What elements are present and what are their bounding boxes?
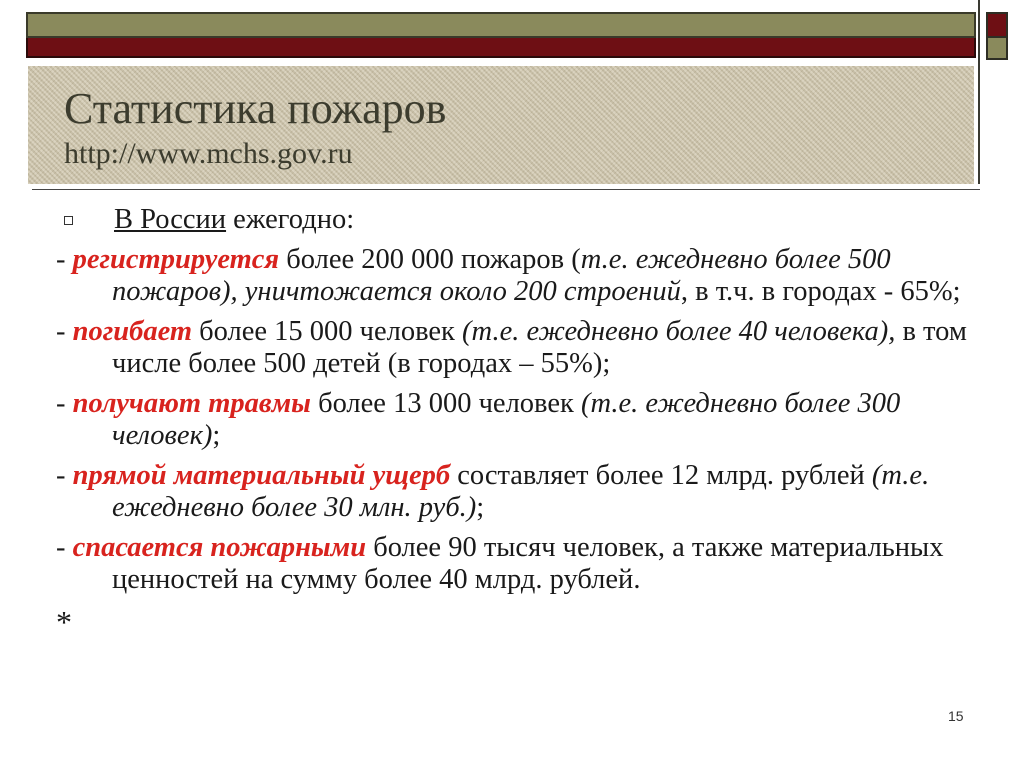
slide-source-url: http://www.mchs.gov.ru — [64, 137, 353, 170]
dash: - — [56, 532, 73, 563]
dash: - — [56, 388, 73, 419]
stat-highlight: регистрируется — [72, 244, 280, 275]
dash: - — [56, 244, 73, 275]
intro-rest: ежегодно: — [226, 204, 355, 235]
header-bar-olive — [26, 12, 976, 38]
stat-italic: (т.е. ежедневно более 300 человек) — [112, 388, 901, 451]
stat-item-injuries — [56, 388, 976, 452]
intro-underlined: В России — [114, 204, 227, 235]
stat-text-end: , в т.ч. в городах - 65%; — [680, 276, 961, 307]
slide-body — [56, 204, 976, 640]
stat-highlight: получают травмы — [72, 388, 311, 419]
stat-item-rescued — [56, 532, 976, 596]
footnote-asterisk: * — [56, 604, 72, 640]
page-number: 15 — [948, 708, 964, 724]
stat-text-end: в том числе более 500 детей (в городах – 55%); — [112, 316, 967, 379]
stat-text: более 90 тысяч человек, а также материальных ценностей на сумму более 40 млрд. рублей — [112, 532, 944, 595]
stat-text: более 200 000 пожаров ( — [279, 244, 581, 275]
dash: - — [56, 316, 73, 347]
stat-text: более 15 000 человек — [192, 316, 463, 347]
corner-square-maroon — [986, 12, 1008, 38]
header-vertical-rule — [978, 0, 980, 184]
stat-text-end: ; — [212, 420, 221, 451]
stat-item-damage — [56, 460, 976, 524]
stat-highlight: прямой материальный ущерб — [72, 460, 451, 491]
dash: - — [56, 460, 73, 491]
stat-highlight: погибает — [72, 316, 193, 347]
header-bar-maroon — [26, 38, 976, 58]
title-divider — [32, 189, 980, 190]
stat-text-end: ; — [476, 492, 485, 523]
stat-item-registered — [56, 244, 976, 308]
slide-title: Статистика пожаров — [64, 84, 447, 133]
stat-text: более 13 000 человек — [310, 388, 581, 419]
corner-square-olive — [986, 38, 1008, 60]
stat-italic: т.е. ежедневно более 500 пожаров), уничтожается около 200 строений — [112, 244, 891, 307]
intro-line — [56, 204, 976, 236]
stat-highlight: спасается пожарными — [72, 532, 367, 563]
stat-text-end: . — [633, 564, 641, 595]
stat-italic: (т.е. ежедневно более 30 млн. руб.) — [112, 460, 930, 523]
square-bullet-icon — [64, 216, 73, 225]
stat-item-deaths — [56, 316, 976, 380]
stat-text: составляет более 12 млрд. рублей — [450, 460, 872, 491]
stat-italic: (т.е. ежедневно более 40 человека), — [462, 316, 896, 347]
